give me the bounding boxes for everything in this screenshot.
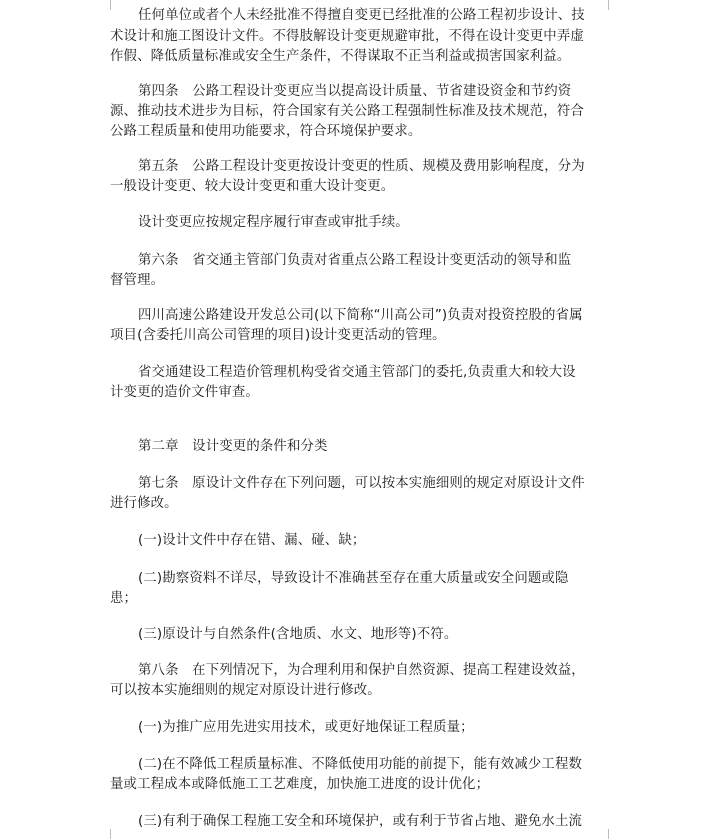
text-line: 一般设计变更、较大设计变更和重大设计变更。 — [110, 179, 395, 194]
page-corner-mark — [100, 829, 111, 839]
list-item: (二)勘察资料不详尽，导致设计不准确甚至存在重大质量或安全问题或隐 — [138, 571, 569, 586]
chapter-2-heading: 第二章 设计变更的条件和分类 — [138, 439, 328, 454]
text-line: 督管理。 — [110, 273, 165, 288]
list-item: (一)为推广应用先进实用技术，或更好地保证工程质量； — [138, 720, 474, 735]
text-line: 术设计和施工图设计文件。不得肢解设计变更规避审批，不得在设计变更中弄虚 — [110, 29, 584, 44]
list-item: (三)原设计与自然条件(含地质、水文、地形等)不符。 — [138, 627, 458, 642]
list-item: (一)设计文件中存在错、漏、碰、缺； — [138, 533, 366, 548]
text-line: 患； — [110, 591, 138, 606]
list-item: (二)在不降低工程质量标准、不降低使用功能的前提下，能有效减少工程数 — [138, 757, 583, 772]
text-line: 公路工程质量和使用功能要求，符合环境保护要求。 — [110, 124, 422, 139]
text-line: 可以按本实施细则的规定对原设计进行修改。 — [110, 683, 381, 698]
text-line: 项目(含委托川高公司管理的项目)设计变更活动的管理。 — [110, 328, 446, 343]
text-line: 设计变更应按规定程序履行审查或审批手续。 — [138, 215, 409, 230]
text-line: 进行修改。 — [110, 496, 178, 511]
article-6-heading: 第六条 省交通主管部门负责对省重点公路工程设计变更活动的领导和监 — [138, 253, 572, 268]
article-4-heading: 第四条 公路工程设计变更应当以提高设计质量、节省建设资金和节约资 — [138, 84, 572, 99]
text-line: 量或工程成本或降低施工工艺难度，加快施工进度的设计优化； — [110, 777, 490, 792]
text-line: 作假、降低质量标准或安全生产条件，不得谋取不正当利益或损害国家利益。 — [110, 49, 571, 64]
article-8-heading: 第八条 在下列情况下，为合理利用和保护自然资源、提高工程建设效益， — [138, 663, 585, 678]
text-line: 任何单位或者个人未经批准不得擅自变更已经批准的公路工程初步设计、技 — [138, 8, 585, 23]
text-line: 源、推动技术进步为目标，符合国家有关公路工程强制性标准及技术规范，符合 — [110, 104, 584, 119]
article-7-heading: 第七条 原设计文件存在下列问题，可以按本实施细则的规定对原设计文件 — [138, 476, 585, 491]
list-item: (三)有利于确保工程施工安全和环境保护，或有利于节省占地、避免水土流 — [138, 814, 583, 829]
text-line: 计变更的造价文件审查。 — [110, 385, 259, 400]
text-line: 省交通建设工程造价管理机构受省交通主管部门的委托,负责重大和较大设 — [138, 365, 576, 380]
article-5-heading: 第五条 公路工程设计变更按设计变更的性质、规模及费用影响程度，分为 — [138, 159, 585, 174]
page-corner-mark — [100, 0, 111, 10]
text-line: 四川高速公路建设开发总公司(以下简称“川高公司”)负责对投资控股的省属 — [138, 308, 583, 323]
